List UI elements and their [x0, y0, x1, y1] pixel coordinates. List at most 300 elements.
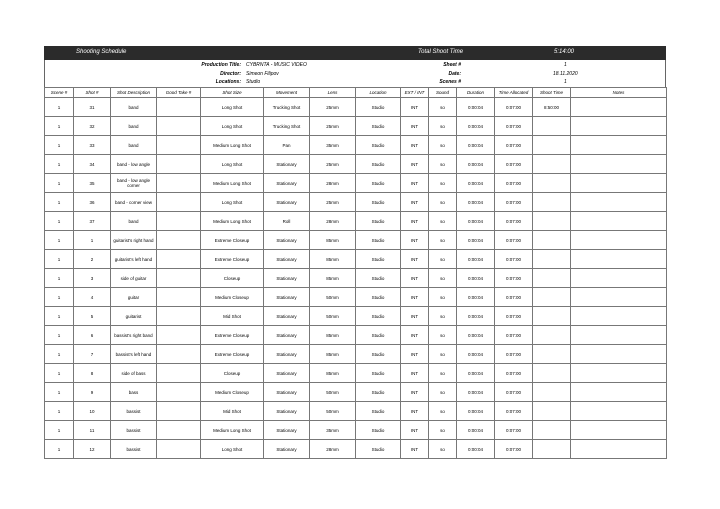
cell-notes [571, 117, 667, 136]
cell-duration: 0:00:04 [457, 402, 495, 421]
cell-shot-description: bassist [111, 421, 157, 440]
table-row [45, 155, 667, 174]
column-header-scene: Scene # [45, 88, 74, 98]
cell-lens: 85mm [310, 269, 356, 288]
production-title-value: CYBRNTA - MUSIC VIDEO [246, 62, 307, 68]
cell-scene: 1 [45, 269, 74, 288]
cell-shot-size: Long Shot [201, 440, 264, 459]
table-row [45, 345, 667, 364]
cell-shot-size: Medium Long Shot [201, 174, 264, 193]
cell-location: Studio [356, 155, 401, 174]
cell-shot-size: Long Shot [201, 98, 264, 117]
cell-scene: 1 [45, 193, 74, 212]
cell-scene: 1 [45, 440, 74, 459]
cell-sound: so [429, 364, 457, 383]
table-row [45, 269, 667, 288]
cell-ext-int: INT [401, 136, 429, 155]
cell-location: Studio [356, 98, 401, 117]
cell-lens: 85mm [310, 250, 356, 269]
cell-scene: 1 [45, 288, 74, 307]
cell-shot: 9 [74, 383, 111, 402]
cell-shot-description: band [111, 117, 157, 136]
column-header-duration: Duration [457, 88, 495, 98]
cell-duration: 0:00:04 [457, 440, 495, 459]
date-value: 18.11.2020 [553, 71, 578, 77]
cell-scene: 1 [45, 345, 74, 364]
cell-good-take [157, 174, 201, 193]
cell-shot-size: Mid Shot [201, 307, 264, 326]
shot-list-table [44, 87, 667, 459]
cell-scene: 1 [45, 212, 74, 231]
column-header-good-take: Good Take # [157, 88, 201, 98]
cell-shot-description: band [111, 212, 157, 231]
cell-time-allocated: 0:07:00 [495, 155, 533, 174]
cell-shot-description: guitarist's left hand [111, 250, 157, 269]
cell-notes [571, 174, 667, 193]
column-header-lens: Lens [310, 88, 356, 98]
cell-lens: 25mm [310, 155, 356, 174]
cell-good-take [157, 345, 201, 364]
cell-scene: 1 [45, 117, 74, 136]
column-header-shot-size: Shot Size [201, 88, 264, 98]
cell-duration: 0:00:04 [457, 364, 495, 383]
cell-ext-int: INT [401, 250, 429, 269]
cell-shot: 31 [74, 98, 111, 117]
cell-shoot-time [533, 402, 571, 421]
cell-sound: so [429, 421, 457, 440]
cell-ext-int: INT [401, 421, 429, 440]
column-header-shoot-time: Shoot Time [533, 88, 571, 98]
cell-sound: so [429, 288, 457, 307]
cell-shot-size: Long Shot [201, 155, 264, 174]
cell-scene: 1 [45, 98, 74, 117]
cell-shot-description: side of guitar [111, 269, 157, 288]
cell-sound: so [429, 307, 457, 326]
table-row [45, 288, 667, 307]
cell-time-allocated: 0:07:00 [495, 383, 533, 402]
cell-location: Studio [356, 269, 401, 288]
cell-ext-int: INT [401, 383, 429, 402]
cell-sound: so [429, 231, 457, 250]
cell-time-allocated: 0:07:00 [495, 136, 533, 155]
cell-time-allocated: 0:07:00 [495, 364, 533, 383]
column-header-location: Location [356, 88, 401, 98]
column-header-notes: Notes [571, 88, 667, 98]
cell-shot: 12 [74, 440, 111, 459]
cell-movement: Trucking Shot [264, 117, 310, 136]
cell-shoot-time [533, 269, 571, 288]
cell-time-allocated: 0:07:00 [495, 288, 533, 307]
table-row [45, 364, 667, 383]
cell-duration: 0:00:04 [457, 117, 495, 136]
cell-lens: 85mm [310, 231, 356, 250]
table-row [45, 193, 667, 212]
cell-location: Studio [356, 383, 401, 402]
cell-good-take [157, 193, 201, 212]
cell-lens: 28mm [310, 212, 356, 231]
table-body [45, 98, 667, 459]
cell-good-take [157, 307, 201, 326]
cell-shoot-time [533, 345, 571, 364]
cell-good-take [157, 364, 201, 383]
cell-notes [571, 269, 667, 288]
table-row [45, 250, 667, 269]
locations-label: Locations: [215, 79, 241, 85]
cell-duration: 0:00:04 [457, 212, 495, 231]
cell-sound: so [429, 250, 457, 269]
cell-shot-size: Extreme Closeup [201, 326, 264, 345]
cell-shot-description: bassist [111, 440, 157, 459]
table-header-row [45, 88, 667, 98]
cell-movement: Stationary [264, 269, 310, 288]
column-header-ext-int: EXT / INT [401, 88, 429, 98]
cell-location: Studio [356, 307, 401, 326]
cell-location: Studio [356, 288, 401, 307]
cell-lens: 85mm [310, 364, 356, 383]
cell-ext-int: INT [401, 402, 429, 421]
cell-lens: 50mm [310, 288, 356, 307]
cell-shoot-time [533, 421, 571, 440]
cell-ext-int: INT [401, 288, 429, 307]
cell-sound: so [429, 345, 457, 364]
cell-duration: 0:00:04 [457, 155, 495, 174]
cell-shot-description: bassist's right band [111, 326, 157, 345]
cell-shot-size: Extreme Closeup [201, 345, 264, 364]
total-shoot-time-label: Total Shoot Time [418, 49, 464, 55]
cell-good-take [157, 269, 201, 288]
cell-shot: 33 [74, 136, 111, 155]
cell-notes [571, 250, 667, 269]
cell-duration: 0:00:04 [457, 250, 495, 269]
cell-shoot-time [533, 155, 571, 174]
cell-shot: 8 [74, 364, 111, 383]
title-bar [44, 46, 666, 60]
cell-ext-int: INT [401, 174, 429, 193]
cell-time-allocated: 0:07:00 [495, 269, 533, 288]
cell-shot: 7 [74, 345, 111, 364]
column-header-shot: Shot # [74, 88, 111, 98]
cell-movement: Stationary [264, 174, 310, 193]
table-row [45, 421, 667, 440]
cell-scene: 1 [45, 421, 74, 440]
cell-shot-size: Medium Long Shot [201, 136, 264, 155]
date-label: Date: [448, 71, 461, 77]
cell-good-take [157, 288, 201, 307]
cell-time-allocated: 0:07:00 [495, 231, 533, 250]
cell-sound: so [429, 269, 457, 288]
cell-shot-description: bassist's left hand [111, 345, 157, 364]
cell-shot-size: Extreme Closeup [201, 231, 264, 250]
cell-movement: Stationary [264, 326, 310, 345]
cell-notes [571, 402, 667, 421]
cell-shoot-time [533, 117, 571, 136]
cell-time-allocated: 0:07:00 [495, 174, 533, 193]
scenes-number-label: Scenes # [439, 79, 461, 85]
locations-value: Studio [246, 79, 261, 85]
cell-lens: 50mm [310, 402, 356, 421]
cell-good-take [157, 402, 201, 421]
cell-time-allocated: 0:07:00 [495, 193, 533, 212]
cell-sound: so [429, 383, 457, 402]
cell-movement: Stationary [264, 250, 310, 269]
cell-shot-size: Medium Long Shot [201, 421, 264, 440]
cell-shot: 11 [74, 421, 111, 440]
cell-notes [571, 193, 667, 212]
column-header-shot-description: Shot Description [111, 88, 157, 98]
cell-shot: 6 [74, 326, 111, 345]
cell-sound: so [429, 193, 457, 212]
cell-shoot-time [533, 174, 571, 193]
cell-scene: 1 [45, 174, 74, 193]
cell-shoot-time [533, 288, 571, 307]
cell-ext-int: INT [401, 212, 429, 231]
cell-notes [571, 421, 667, 440]
column-header-sound: Sound [429, 88, 457, 98]
cell-shot-description: band [111, 136, 157, 155]
cell-location: Studio [356, 364, 401, 383]
production-title-label: Production Title: [201, 62, 241, 68]
cell-scene: 1 [45, 383, 74, 402]
cell-location: Studio [356, 231, 401, 250]
cell-movement: Stationary [264, 402, 310, 421]
cell-notes [571, 383, 667, 402]
cell-shoot-time [533, 250, 571, 269]
cell-time-allocated: 0:07:00 [495, 117, 533, 136]
cell-notes [571, 231, 667, 250]
cell-lens: 28mm [310, 174, 356, 193]
cell-movement: Stationary [264, 440, 310, 459]
cell-notes [571, 155, 667, 174]
cell-ext-int: INT [401, 231, 429, 250]
cell-time-allocated: 0:07:00 [495, 402, 533, 421]
cell-shot: 4 [74, 288, 111, 307]
cell-movement: Trucking Shot [264, 98, 310, 117]
cell-movement: Stationary [264, 421, 310, 440]
cell-sound: so [429, 98, 457, 117]
cell-location: Studio [356, 402, 401, 421]
cell-lens: 25mm [310, 193, 356, 212]
cell-notes [571, 345, 667, 364]
column-header-time-allocated: Time Allocated [495, 88, 533, 98]
cell-location: Studio [356, 136, 401, 155]
cell-location: Studio [356, 193, 401, 212]
cell-shot-size: Medium Closeup [201, 383, 264, 402]
cell-shot-size: Long Shot [201, 117, 264, 136]
cell-movement: Stationary [264, 345, 310, 364]
cell-lens: 35mm [310, 136, 356, 155]
total-shoot-time-value: 5:14:00 [554, 49, 575, 55]
cell-duration: 0:00:04 [457, 231, 495, 250]
cell-shot-size: Extreme Closeup [201, 250, 264, 269]
cell-location: Studio [356, 440, 401, 459]
table-row [45, 212, 667, 231]
cell-good-take [157, 421, 201, 440]
production-info [44, 60, 666, 87]
cell-movement: Pan [264, 136, 310, 155]
table-row [45, 307, 667, 326]
table-row [45, 402, 667, 421]
cell-shot-size: Medium Closeup [201, 288, 264, 307]
cell-duration: 0:00:04 [457, 193, 495, 212]
cell-good-take [157, 231, 201, 250]
cell-shot-size: Medium Long Shot [201, 212, 264, 231]
cell-lens: 35mm [310, 421, 356, 440]
cell-duration: 0:00:04 [457, 174, 495, 193]
table-row [45, 136, 667, 155]
cell-notes [571, 440, 667, 459]
cell-good-take [157, 155, 201, 174]
cell-duration: 0:00:04 [457, 288, 495, 307]
cell-lens: 28mm [310, 440, 356, 459]
cell-shot: 2 [74, 250, 111, 269]
cell-location: Studio [356, 326, 401, 345]
cell-sound: so [429, 212, 457, 231]
cell-ext-int: INT [401, 269, 429, 288]
cell-shot-description: band - corner view [111, 193, 157, 212]
cell-scene: 1 [45, 231, 74, 250]
cell-shot-description: side of bass [111, 364, 157, 383]
cell-shot: 32 [74, 117, 111, 136]
cell-movement: Stationary [264, 231, 310, 250]
table-row [45, 326, 667, 345]
table-row [45, 383, 667, 402]
cell-ext-int: INT [401, 155, 429, 174]
cell-location: Studio [356, 174, 401, 193]
cell-shoot-time: 8:50:00 [533, 98, 571, 117]
cell-scene: 1 [45, 307, 74, 326]
cell-shoot-time [533, 212, 571, 231]
cell-shoot-time [533, 136, 571, 155]
cell-notes [571, 136, 667, 155]
cell-ext-int: INT [401, 345, 429, 364]
cell-time-allocated: 0:07:00 [495, 250, 533, 269]
cell-shot: 34 [74, 155, 111, 174]
table-row [45, 440, 667, 459]
cell-movement: Stationary [264, 307, 310, 326]
sheet-title: Shooting Schedule [76, 49, 127, 55]
cell-ext-int: INT [401, 364, 429, 383]
cell-good-take [157, 117, 201, 136]
cell-scene: 1 [45, 136, 74, 155]
cell-duration: 0:00:04 [457, 98, 495, 117]
cell-movement: Stationary [264, 155, 310, 174]
director-label: Director: [220, 71, 241, 77]
cell-lens: 50mm [310, 307, 356, 326]
cell-time-allocated: 0:07:00 [495, 212, 533, 231]
cell-lens: 25mm [310, 98, 356, 117]
cell-sound: so [429, 326, 457, 345]
cell-good-take [157, 440, 201, 459]
cell-shot-description: bassist [111, 402, 157, 421]
cell-movement: Stationary [264, 288, 310, 307]
cell-shot: 35 [74, 174, 111, 193]
cell-scene: 1 [45, 364, 74, 383]
cell-good-take [157, 326, 201, 345]
cell-duration: 0:00:04 [457, 421, 495, 440]
cell-good-take [157, 98, 201, 117]
cell-sound: so [429, 136, 457, 155]
cell-shot-size: Mid Shot [201, 402, 264, 421]
cell-movement: Stationary [264, 364, 310, 383]
cell-lens: 50mm [310, 383, 356, 402]
cell-shoot-time [533, 193, 571, 212]
cell-ext-int: INT [401, 98, 429, 117]
cell-duration: 0:00:04 [457, 307, 495, 326]
cell-shot-description: guitarist [111, 307, 157, 326]
cell-shot-description: band - low angle [111, 155, 157, 174]
cell-location: Studio [356, 421, 401, 440]
cell-shoot-time [533, 231, 571, 250]
cell-shot-description: guitarist's right hand [111, 231, 157, 250]
cell-scene: 1 [45, 402, 74, 421]
cell-time-allocated: 0:07:00 [495, 421, 533, 440]
cell-shot: 37 [74, 212, 111, 231]
cell-lens: 25mm [310, 117, 356, 136]
cell-shot-description: band [111, 98, 157, 117]
sheet-number-label: Sheet # [443, 62, 461, 68]
cell-ext-int: INT [401, 307, 429, 326]
cell-duration: 0:00:04 [457, 326, 495, 345]
cell-location: Studio [356, 250, 401, 269]
cell-shot-size: Closeup [201, 364, 264, 383]
cell-scene: 1 [45, 250, 74, 269]
cell-notes [571, 364, 667, 383]
cell-shoot-time [533, 364, 571, 383]
cell-shoot-time [533, 307, 571, 326]
cell-shot: 1 [74, 231, 111, 250]
cell-notes [571, 288, 667, 307]
cell-lens: 85mm [310, 345, 356, 364]
cell-location: Studio [356, 117, 401, 136]
cell-shot-description: guitar [111, 288, 157, 307]
cell-good-take [157, 383, 201, 402]
cell-ext-int: INT [401, 326, 429, 345]
cell-notes [571, 307, 667, 326]
cell-shot-size: Long Shot [201, 193, 264, 212]
cell-shot: 10 [74, 402, 111, 421]
cell-notes [571, 326, 667, 345]
cell-scene: 1 [45, 326, 74, 345]
cell-sound: so [429, 440, 457, 459]
table-row [45, 117, 667, 136]
cell-notes [571, 98, 667, 117]
cell-shot: 5 [74, 307, 111, 326]
cell-location: Studio [356, 345, 401, 364]
table-row [45, 98, 667, 117]
cell-location: Studio [356, 212, 401, 231]
cell-shot-description: band - low angle corner [111, 174, 157, 193]
cell-shot: 36 [74, 193, 111, 212]
cell-time-allocated: 0:07:00 [495, 326, 533, 345]
cell-notes [571, 212, 667, 231]
cell-time-allocated: 0:07:00 [495, 98, 533, 117]
director-value: Simeon Filipov [246, 71, 279, 77]
cell-good-take [157, 212, 201, 231]
cell-time-allocated: 0:07:00 [495, 307, 533, 326]
cell-shot-description: bass [111, 383, 157, 402]
table-row [45, 231, 667, 250]
cell-movement: Roll [264, 212, 310, 231]
cell-sound: so [429, 117, 457, 136]
cell-ext-int: INT [401, 193, 429, 212]
cell-shot-size: Closeup [201, 269, 264, 288]
cell-shoot-time [533, 326, 571, 345]
cell-time-allocated: 0:07:00 [495, 440, 533, 459]
cell-sound: so [429, 174, 457, 193]
cell-duration: 0:00:04 [457, 345, 495, 364]
cell-duration: 0:00:04 [457, 383, 495, 402]
cell-ext-int: INT [401, 440, 429, 459]
